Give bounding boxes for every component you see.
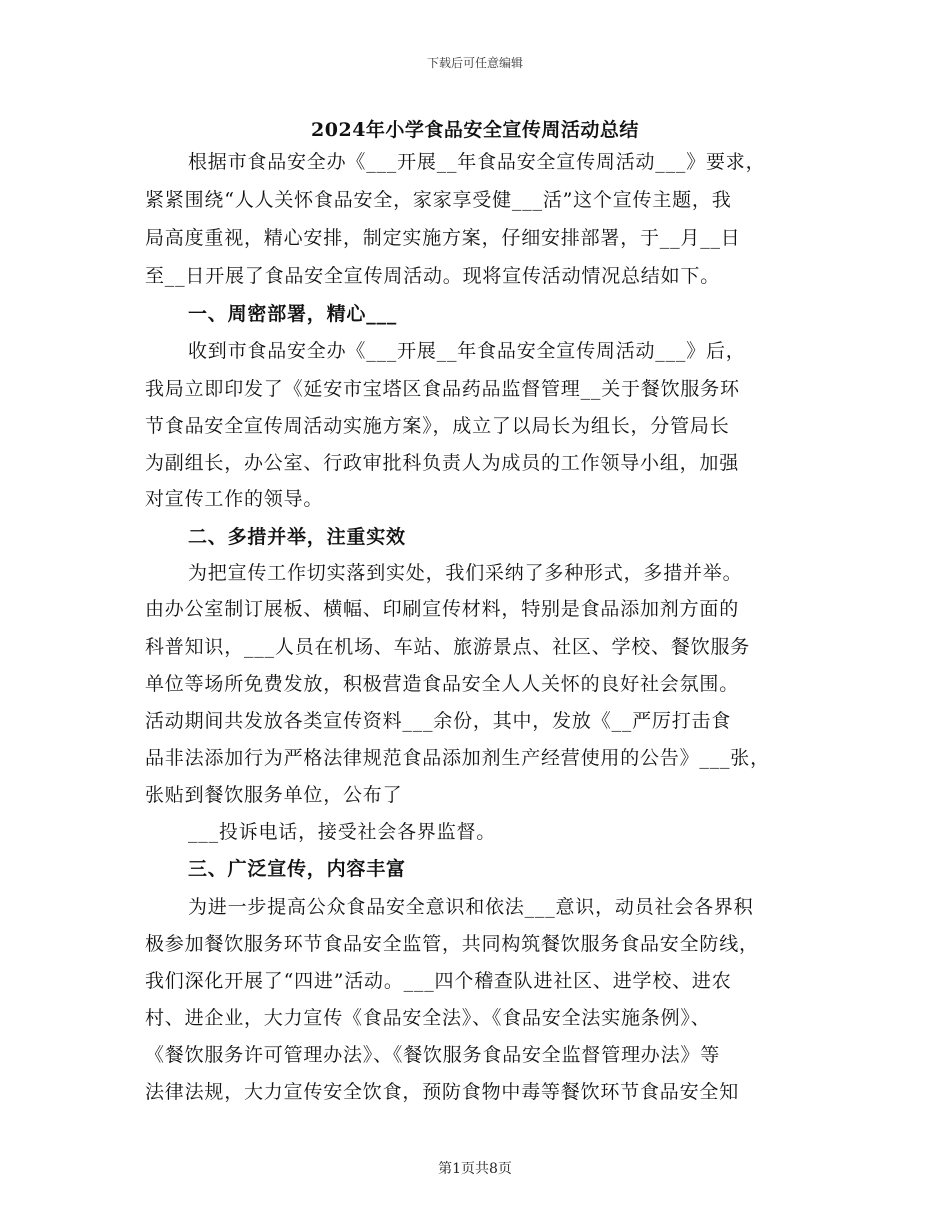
paragraph-line: 为副组长，办公室、行政审批科负责人为成员的工作领导小组，加强 xyxy=(145,452,740,474)
paragraph-line: 极参加餐饮服务环节食品安全监管，共同构筑餐饮服务食品安全防线， xyxy=(145,933,759,955)
section-heading: 三、广泛宣传，内容丰富 xyxy=(188,858,406,880)
paragraph-line: 活动期间共发放各类宣传资料___余份，其中，发放《__严厉打击食 xyxy=(145,710,732,732)
section-heading: 一、周密部署，精心___ xyxy=(188,303,398,325)
paragraph-line: 至__日开展了食品安全宣传周活动。现将宣传活动情况总结如下。 xyxy=(145,265,721,287)
document-title: 2024年小学食品安全宣传周活动总结 xyxy=(311,119,639,141)
paragraph-line: 品非法添加行为严格法律规范食品添加剂生产经营使用的公告》___张， xyxy=(145,747,770,769)
paragraph-line: 对宣传工作的领导。 xyxy=(145,488,324,510)
paragraph-line: 根据市食品安全办《___开展__年食品安全宣传周活动___》要求， xyxy=(188,151,766,173)
paragraph-line: 节食品安全宣传周活动实施方案》，成立了以局长为组长，分管局长 xyxy=(145,415,730,437)
paragraph-line: 张贴到餐饮服务单位，公布了 xyxy=(145,784,403,806)
paragraph-line: 我们深化开展了“四进”活动。___四个稽查队进社区、进学校、进农 xyxy=(145,970,732,992)
paragraph-line: 《餐饮服务许可管理办法》、《餐饮服务食品安全监督管理办法》等 xyxy=(145,1044,721,1066)
paragraph-line: ___投诉电话，接受社会各界监督。 xyxy=(188,821,497,843)
paragraph-line: 为进一步提高公众食品安全意识和依法___意识，动员社会各界积 xyxy=(188,896,754,918)
paragraph-line: 村、进企业，大力宣传《食品安全法》、《食品安全法实施条例》、 xyxy=(145,1007,711,1029)
paragraph-line: 为把宣传工作切实落到实处，我们采纳了多种形式，多措并举。 xyxy=(188,562,743,584)
paragraph-line: 科普知识，___人员在机场、车站、旅游景点、社区、学校、餐饮服务 xyxy=(145,636,751,658)
paragraph-line: 法律法规，大力宣传安全饮食，预防食物中毒等餐饮环节食品安全知 xyxy=(145,1081,740,1103)
paragraph-line: 我局立即印发了《延安市宝塔区食品药品监督管理__关于餐饮服务环 xyxy=(145,378,740,400)
page-number-footer: 第1页共8页 xyxy=(438,1161,512,1177)
paragraph-line: 由办公室制订展板、横幅、印刷宣传材料，特别是食品添加剂方面的 xyxy=(145,598,740,620)
section-heading: 二、多措并举，注重实效 xyxy=(188,526,406,548)
paragraph-line: 紧紧围绕“人人关怀食品安全，家家享受健___活”这个宣传主题，我 xyxy=(145,189,732,211)
paragraph-line: 单位等场所免费发放，积极营造食品安全人人关怀的良好社会氛围。 xyxy=(145,673,740,695)
paragraph-line: 收到市食品安全办《___开展__年食品安全宣传周活动___》后， xyxy=(188,340,746,362)
header-note: 下载后可任意编辑 xyxy=(426,56,523,70)
paragraph-line: 局高度重视，精心安排，制定实施方案，仔细安排部署，于__月__日 xyxy=(145,227,741,249)
